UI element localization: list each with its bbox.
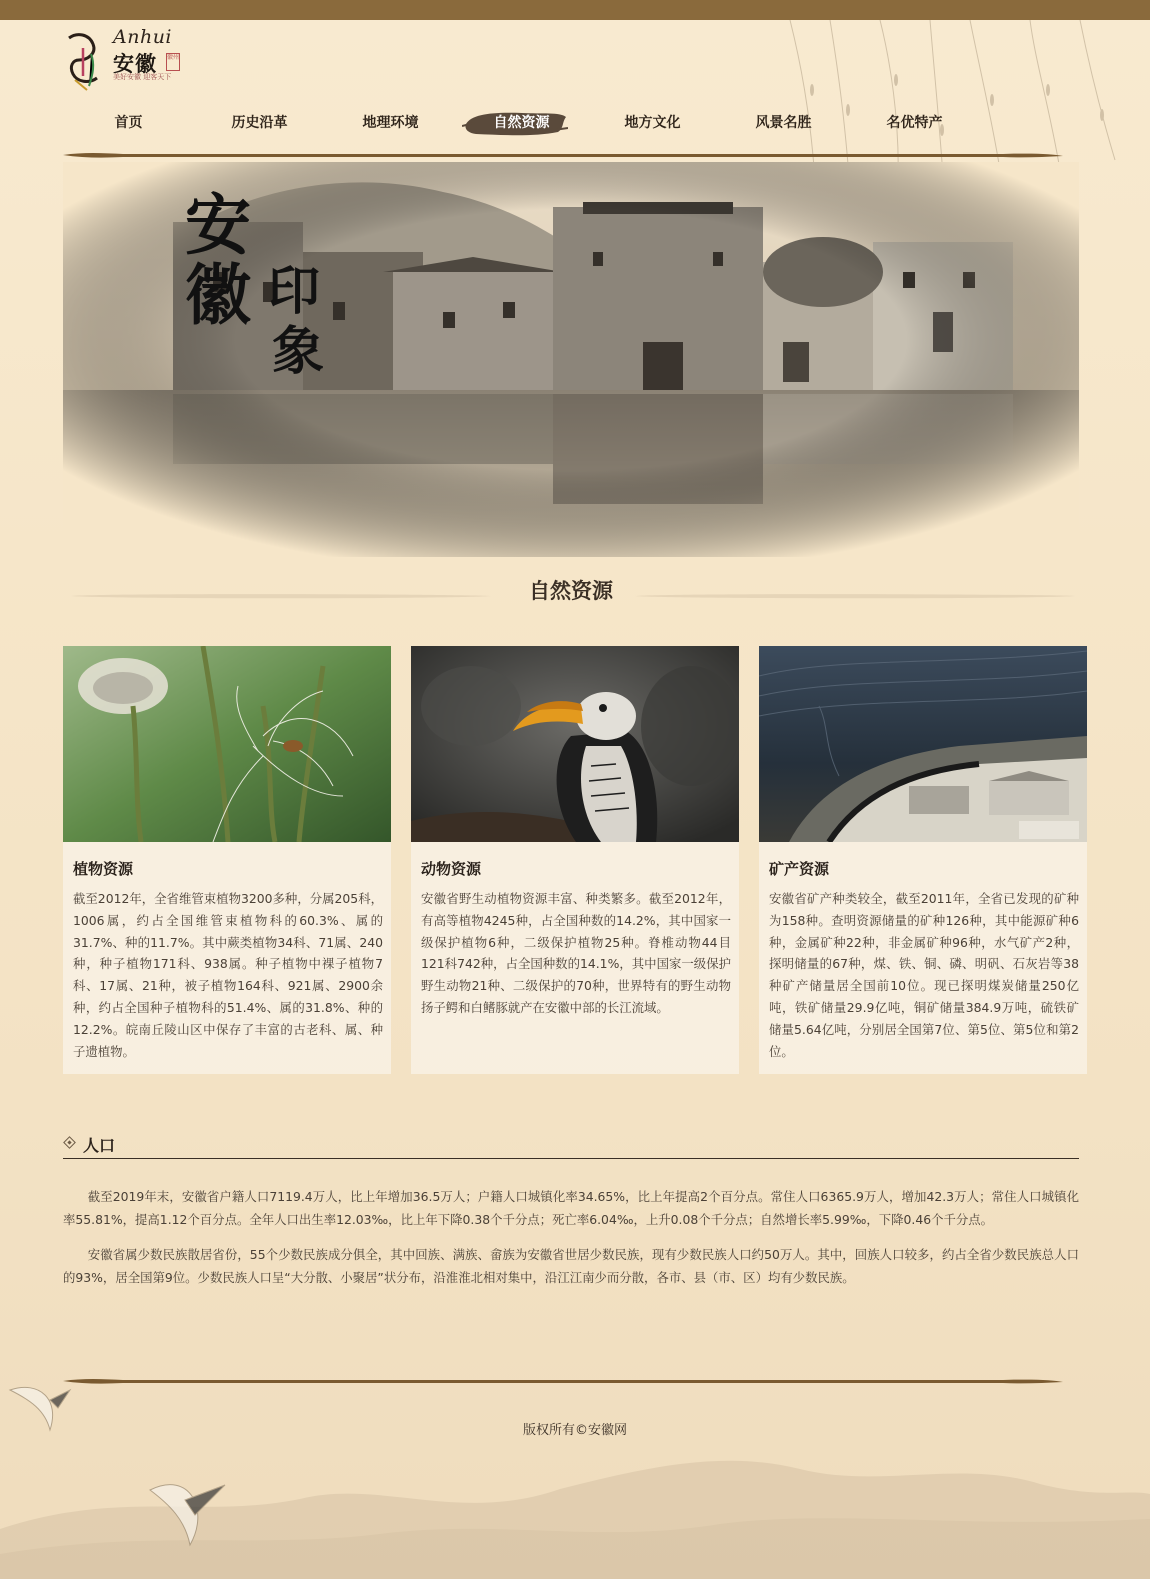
section-title (63, 573, 1079, 609)
nav-item-label: 历史沿革 (231, 115, 288, 131)
card-title: 植物资源 (73, 860, 134, 878)
diamond-bullet-icon (63, 1136, 76, 1149)
section-title-right-rule (635, 591, 1075, 601)
footer-copyright: 版权所有©安徽网 (522, 1423, 627, 1438)
nav-item-label: 地理环境 (362, 115, 419, 131)
footer-ink-divider (63, 1376, 1063, 1386)
nav-item-label: 自然资源 (493, 115, 550, 131)
card-mineral-resources[interactable] (759, 646, 1087, 1074)
logo-calligraphy-icon (63, 30, 107, 92)
nav-item-scenic-spots[interactable] (718, 106, 849, 140)
nav-item-label: 地方文化 (624, 115, 681, 131)
top-strip (0, 0, 1150, 20)
logo-chinese-text: 安徽 (113, 51, 157, 76)
nav-item-geography[interactable] (325, 106, 456, 140)
card-body: 截至2012年，全省维管束植物3200多种，分属205科，1006属，约占全国维管束植物科的60.3%、属的31.7%、种的11.7%。其中蕨类植物34科、71属、240种，种子植物171科、938属。种子植物中裸子植物7科、17属、21种，被子植物164科、921属、2900余种，约占全国种子植物科的51.4%、属的31.8%、种的12.2%。皖南丘陵山区中保存了丰富的古老科、属、种子遗植物。 (73, 891, 383, 1059)
population-title: 人口 (83, 1136, 116, 1155)
nav-item-label: 风景名胜 (755, 115, 812, 131)
banner-title-hui: 徽 (185, 256, 251, 334)
site-logo[interactable] (63, 26, 183, 96)
nav-item-history[interactable] (194, 106, 325, 140)
population-header (63, 1128, 1079, 1159)
hornbill-photo (411, 646, 739, 842)
nav-item-local-culture[interactable] (587, 106, 718, 140)
banner-title-an: 安 (185, 186, 251, 264)
card-title: 动物资源 (421, 860, 482, 878)
logo-seal: 徽州 (166, 53, 180, 71)
plant-photo (63, 646, 391, 842)
card-title: 矿产资源 (769, 860, 830, 878)
card-body: 安徽省野生动植物资源丰富、种类繁多。截至2012年，有高等植物4245种，占全国种数的14.2%，其中国家一级保护植物6种，二级保护植物25种。脊椎动物44目121科742种，占全国种数的14.1%，其中国家一级保护野生动物21种、二级保护的70种，世界特有的野生动物扬子鳄和白鳍豚就产在安徽中部的长江流域。 (421, 891, 731, 1015)
nav-item-label: 首页 (114, 115, 143, 131)
main-nav (63, 106, 983, 140)
nav-item-natural-resources[interactable] (456, 106, 587, 140)
card-body: 安徽省矿产种类较全，截至2011年，全省已发现的矿种为158种。查明资源储量的矿种126种，其中能源矿种6种，金属矿种22种，非金属矿种96种，水气矿产2种，探明储量的67种，煤、铁、铜、磷、明矾、石灰岩等38种矿产储量居全国前10位。现已探明煤炭储量250亿吨，铁矿储量29.9亿吨，铜矿储量384.9万吨，硫铁矿储量5.64亿吨，分别居全国第7位、第5位、第5位和第2位。 (769, 891, 1079, 1059)
section-title-text: 自然资源 (529, 579, 613, 603)
nav-item-home[interactable] (63, 106, 194, 140)
cranes-decoration (0, 1370, 260, 1570)
logo-latin-text: Anhui (113, 26, 173, 48)
population-paragraph-1: 截至2019年末，安徽省户籍人口7119.4万人，比上年增加36.5万人；户籍人口城镇化率34.65%，比上年提高2个百分点。常住人口6365.9万人，增加42.3万人；常住人口城镇化率55.81%，提高1.12个百分点。全年人口出生率12.03‰，比上年下降0.38个千分点；死亡率6.04‰，上升0.08个千分点；自然增长率5.99‰，下降0.46个千分点。 (63, 1189, 1079, 1227)
nav-item-specialties[interactable] (849, 106, 980, 140)
banner-title-yin: 印 (268, 261, 321, 322)
nav-item-label: 名优特产 (886, 115, 943, 131)
logo-slogan: 美好安徽 迎客天下 (113, 73, 172, 81)
card-animal-resources[interactable] (411, 646, 739, 1074)
mine-photo (759, 646, 1087, 842)
card-plant-resources[interactable] (63, 646, 391, 1074)
banner-title-xiang: 象 (272, 321, 325, 382)
header-ink-divider (63, 150, 1063, 160)
population-paragraph-2: 安徽省属少数民族散居省份，55个少数民族成分俱全，其中回族、满族、畲族为安徽省世居少数民族，现有少数民族人口约50万人。其中，回族人口较多，约占全省少数民族总人口的93%，居全国第9位。少数民族人口呈“大分散、小聚居”状分布，沿淮淮北相对集中，沿江江南少而分散，各市、县（市、区）均有少数民族。 (63, 1247, 1079, 1285)
population-text (63, 1185, 1079, 1301)
